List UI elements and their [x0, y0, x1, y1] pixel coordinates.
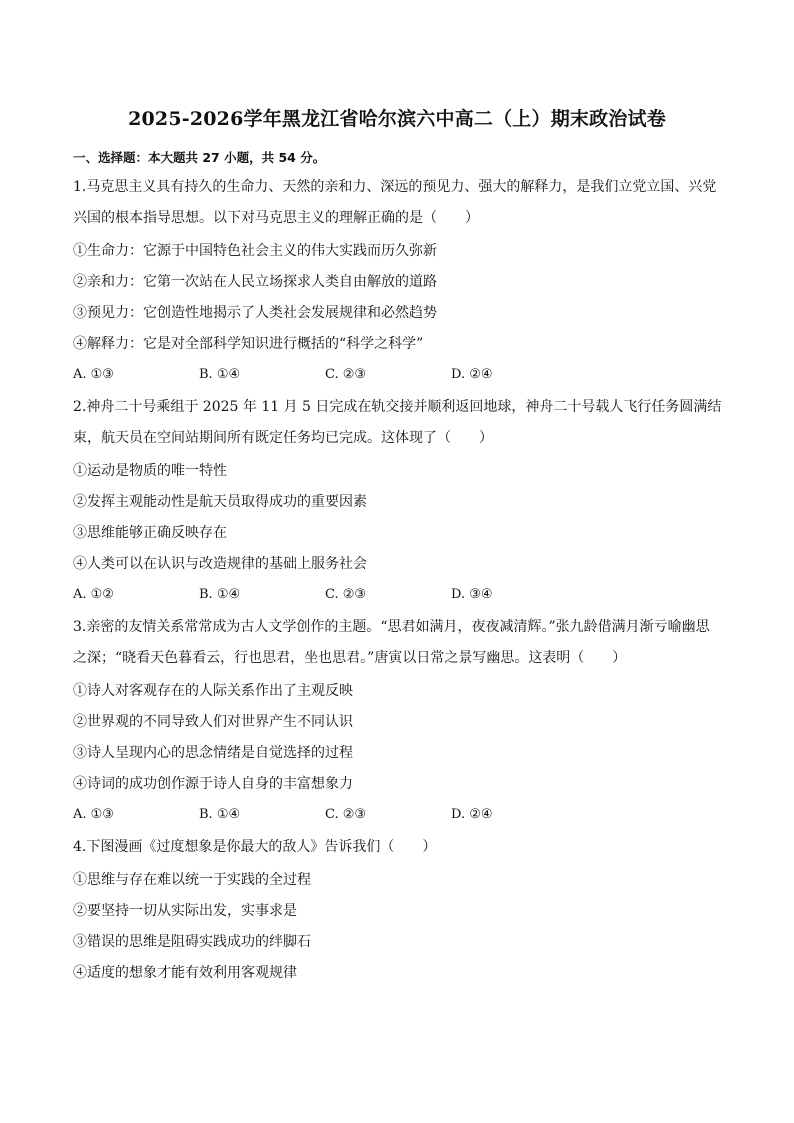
question-stem: 1.马克思主义具有持久的生命力、天然的亲和力、深远的预见力、强大的解释力，是我们立党立国、兴党兴国的根本指导思想。以下对马克思主义的理解正确的是（ ）	[73, 179, 717, 226]
choice-b[interactable]: B. ①④	[199, 807, 241, 822]
choice-d[interactable]: D. ②④	[451, 807, 493, 822]
choice-c[interactable]: C. ②③	[325, 587, 367, 602]
choice-d[interactable]: D. ③④	[451, 587, 493, 602]
section-heading: 一、选择题：本大题共 27 小题，共 54 分。	[73, 150, 326, 165]
statement-item: ②世界观的不同导致人们对世界产生不同认识	[73, 714, 353, 730]
statement-item: ①思维与存在难以统一于实践的全过程	[73, 872, 311, 888]
statement-item: ②要坚持一切从实际出发，实事求是	[73, 903, 297, 919]
statement-item: ①诗人对客观存在的人际关系作出了主观反映	[73, 683, 353, 699]
question-4	[73, 832, 723, 987]
statement-item: ②亲和力：它第一次站在人民立场探求人类自由解放的道路	[73, 274, 437, 290]
question-stem: 4.下图漫画《过度想象是你最大的敌人》告诉我们（ ）	[73, 839, 437, 855]
statement-item: ③预见力：它创造性地揭示了人类社会发展规律和必然趋势	[73, 305, 437, 321]
choice-b[interactable]: B. ①④	[199, 587, 241, 602]
statement-item: ④解释力：它是对全部科学知识进行概括的“科学之科学”	[73, 336, 424, 352]
statement-item: ②发挥主观能动性是航天员取得成功的重要因素	[73, 494, 367, 510]
choice-a[interactable]: A. ①③	[73, 367, 114, 382]
choice-c[interactable]: C. ②③	[325, 807, 367, 822]
answer-choices	[73, 361, 723, 389]
answer-choices	[73, 581, 723, 609]
question-1	[73, 172, 723, 389]
answer-choices	[73, 801, 723, 829]
statement-item: ①生命力：它源于中国特色社会主义的伟大实践而历久弥新	[73, 243, 437, 259]
statement-item: ④适度的想象才能有效利用客观规律	[73, 965, 297, 981]
question-3	[73, 612, 723, 829]
statement-item: ③错误的思维是阻碍实践成功的绊脚石	[73, 934, 311, 950]
statement-item: ④诗词的成功创作源于诗人自身的丰富想象力	[73, 776, 353, 792]
choice-a[interactable]: A. ①③	[73, 807, 114, 822]
question-stem: 2.神舟二十号乘组于 2025 年 11 月 5 日完成在轨交接并顺利返回地球，神舟二十号载人飞行任务圆满结束，航天员在空间站期间所有既定任务均已完成。这体现了（ ）	[73, 399, 722, 446]
question-list	[73, 172, 723, 990]
statement-item: ①运动是物质的唯一特性	[73, 463, 227, 479]
question-2	[73, 392, 723, 609]
question-stem: 3.亲密的友情关系常常成为古人文学创作的主题。“思君如满月，夜夜减清辉。”张九龄借满月渐亏喻幽思之深；“晓看天色暮看云，行也思君，坐也思君。”唐寅以日常之景写幽思。这表明（ ）	[73, 619, 710, 666]
exam-title: 2025-2026学年黑龙江省哈尔滨六中高二（上）期末政治试卷	[128, 108, 666, 130]
choice-b[interactable]: B. ①④	[199, 367, 241, 382]
statement-item: ③诗人呈现内心的思念情绪是自觉选择的过程	[73, 745, 353, 761]
statement-item: ④人类可以在认识与改造规律的基础上服务社会	[73, 556, 367, 572]
choice-c[interactable]: C. ②③	[325, 367, 367, 382]
choice-d[interactable]: D. ②④	[451, 367, 493, 382]
choice-a[interactable]: A. ①②	[73, 587, 114, 602]
statement-item: ③思维能够正确反映存在	[73, 525, 227, 541]
